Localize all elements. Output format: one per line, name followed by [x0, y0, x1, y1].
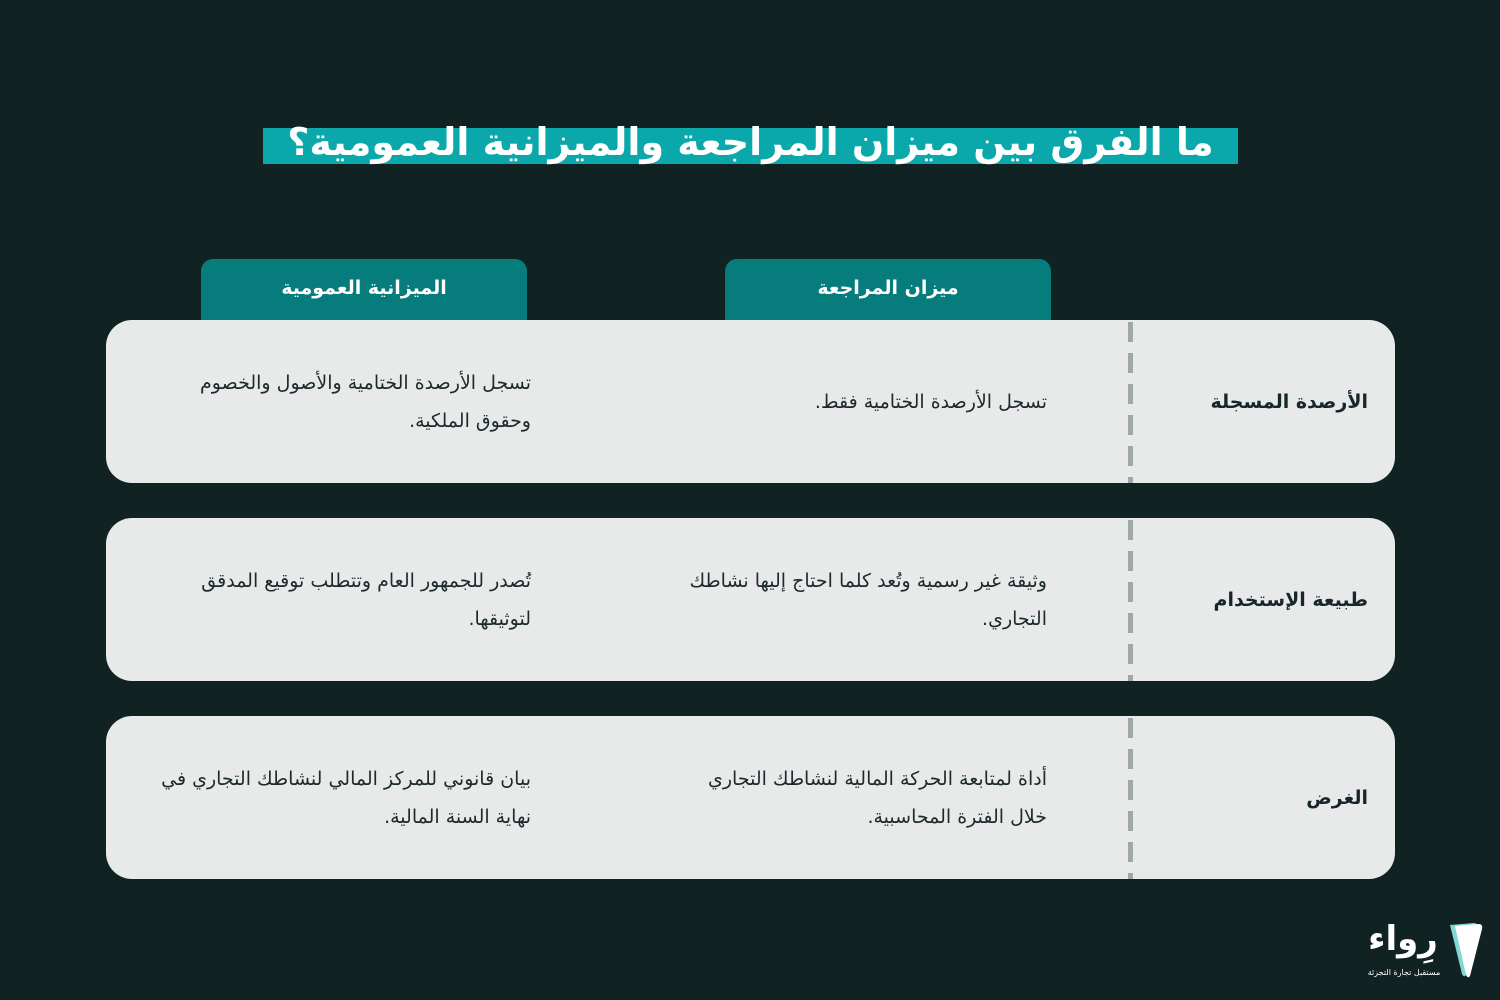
trial-balance-text: أداة لمتابعة الحركة المالية لنشاطك التجاري خلال الفترة المحاسبية. [707, 767, 1047, 828]
balance-sheet-text: تُصدر للجمهور العام وتتطلب توقيع المدقق لتوثيقها. [201, 569, 531, 630]
column-header-balance-sheet [201, 259, 527, 321]
trial-balance-cell [666, 518, 1047, 681]
row-label: الأرصدة المسجلة [1210, 390, 1368, 413]
comparison-row-purpose [106, 716, 1395, 879]
title-highlight [263, 120, 1238, 164]
dashed-divider [1128, 518, 1133, 681]
trial-balance-text: وثيقة غير رسمية وتُعد كلما احتاج إليها نشاطك التجاري. [689, 569, 1047, 630]
trial-balance-cell [666, 320, 1047, 483]
balance-sheet-cell [146, 716, 531, 879]
page-title: ما الفرق بين ميزان المراجعة والميزانية العمومية؟ [287, 120, 1214, 164]
brand-logo [1362, 915, 1484, 985]
column-header-trial-balance [725, 259, 1051, 321]
logo-wordmark: رِواء [1368, 919, 1438, 959]
column-header-balance-sheet-label: الميزانية العمومية [281, 277, 447, 299]
trial-balance-text: تسجل الأرصدة الختامية فقط. [814, 390, 1047, 413]
comparison-row-recorded-balances [106, 320, 1395, 483]
trial-balance-cell [666, 716, 1047, 879]
balance-sheet-cell [146, 320, 531, 483]
triangle-mark-icon [1448, 921, 1484, 979]
logo-tagline: مستقبل تجارة التجزئة [1367, 968, 1441, 977]
balance-sheet-text: تسجل الأرصدة الختامية والأصول والخصوم وحقوق الملكية. [200, 371, 531, 432]
dashed-divider [1128, 716, 1133, 879]
balance-sheet-cell [146, 518, 531, 681]
dashed-divider [1128, 320, 1133, 483]
comparison-row-nature-of-use [106, 518, 1395, 681]
balance-sheet-text: بيان قانوني للمركز المالي لنشاطك التجاري في نهاية السنة المالية. [161, 767, 531, 828]
column-header-trial-balance-label: ميزان المراجعة [817, 277, 959, 299]
row-label: الغرض [1306, 786, 1368, 809]
row-label: طبيعة الإستخدام [1213, 588, 1368, 611]
